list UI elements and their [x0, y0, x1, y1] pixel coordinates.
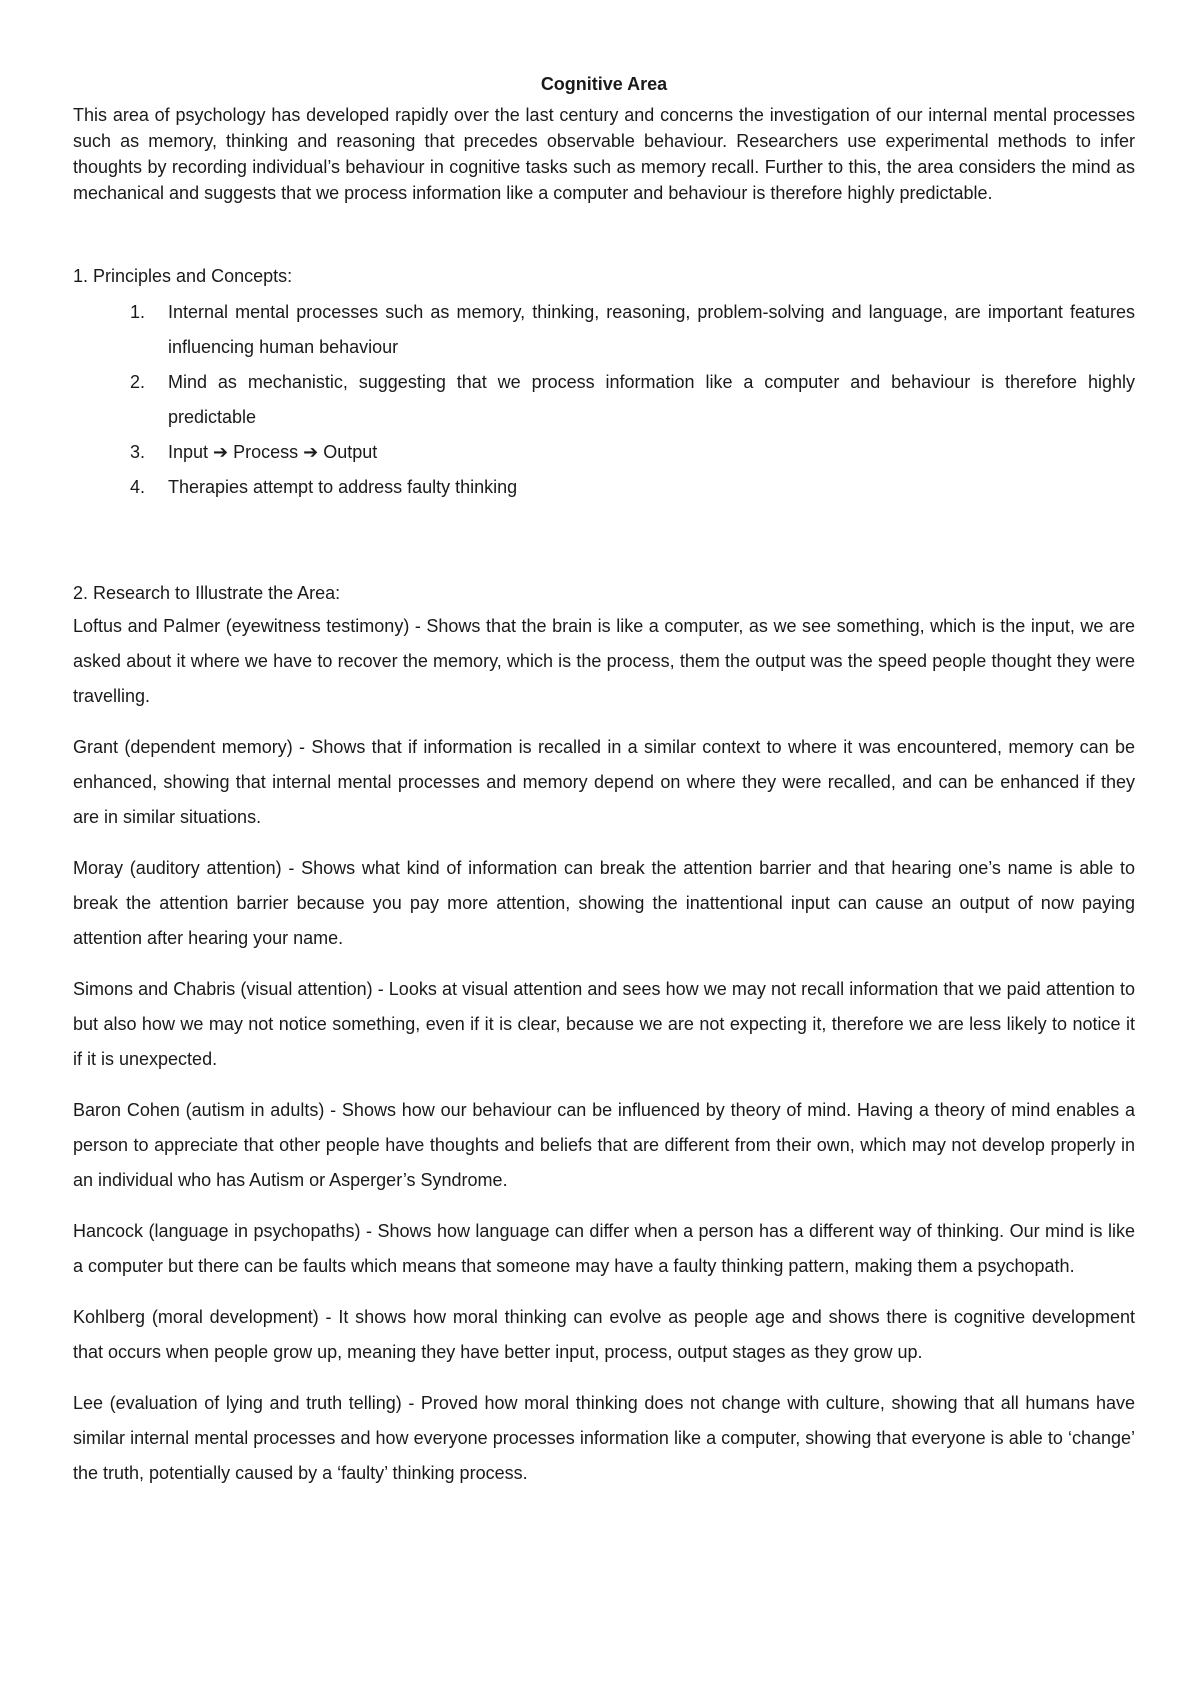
list-item-text: Input ➔ Process ➔ Output — [168, 442, 378, 462]
research-paragraph-hancock: Hancock (language in psychopaths) - Shows how language can differ when a person has a different way of thinking. Our mind is like a computer but there can be faults which means that someone may have a faulty thinking pattern, making them a psychopath. — [73, 1221, 1135, 1276]
intro-paragraph: This area of psychology has developed rapidly over the last century and concerns the investigation of our internal mental processes such as memory, thinking and reasoning that precedes observable behaviour. Researchers use experimental methods to infer thoughts by recording individual’s behaviour in cognitive tasks such as memory recall. Further to this, the area considers the mind as mechanical and suggests that we process information like a computer and behaviour is therefore highly predictable. — [73, 105, 1135, 203]
list-item-number: 3. — [130, 442, 146, 462]
research-paragraph-moray: Moray (auditory attention) - Shows what kind of information can break the attention barrier and that hearing one’s name is able to break the attention barrier because you pay more attention, showing the inattentional input can cause an output of now paying attention after hearing your name. — [73, 858, 1135, 948]
list-item — [73, 295, 1135, 365]
document-page — [73, 68, 1135, 1507]
research-paragraph-simons-chabris: Simons and Chabris (visual attention) - Looks at visual attention and sees how we may not recall information that we paid attention to but also how we may not notice something, even if it is clear, because we are not expecting it, therefore we are less likely to notice it if it is unexpected. — [73, 979, 1135, 1069]
research-paragraph-kohlberg: Kohlberg (moral development) - It shows how moral thinking can evolve as people age and shows there is cognitive development that occurs when people grow up, meaning they have better input, process, output stages as they grow up. — [73, 1307, 1135, 1362]
list-item-number: 4. — [130, 477, 146, 497]
research-paragraph-loftus-palmer: Loftus and Palmer (eyewitness testimony) - Shows that the brain is like a computer, as we see something, which is the input, we are asked about it where we have to recover the memory, which is the process, them the output was the speed people thought they were travelling. — [73, 616, 1135, 706]
list-item-text: Therapies attempt to address faulty thinking — [168, 477, 518, 497]
page-title: Cognitive Area — [540, 74, 668, 94]
list-item-text: Mind as mechanistic, suggesting that we process information like a computer and behaviour is therefore highly predictable — [168, 372, 1135, 427]
list-item-text: Internal mental processes such as memory, thinking, reasoning, problem-solving and language, are important features influencing human behaviour — [168, 302, 1135, 357]
list-item — [73, 435, 1135, 470]
section-heading-principles: 1. Principles and Concepts: — [73, 266, 293, 286]
principles-list — [73, 295, 1135, 505]
research-paragraph-grant: Grant (dependent memory) - Shows that if information is recalled in a similar context to where it was encountered, memory can be enhanced, showing that internal mental processes and memory depend on where they were recalled, and can be enhanced if they are in similar situations. — [73, 737, 1135, 827]
list-item — [73, 470, 1135, 505]
list-item-number: 2. — [130, 372, 146, 392]
list-item — [73, 365, 1135, 435]
section-heading-research: 2. Research to Illustrate the Area: — [73, 583, 341, 603]
research-paragraph-baron-cohen: Baron Cohen (autism in adults) - Shows how our behaviour can be influenced by theory of mind. Having a theory of mind enables a person to appreciate that other people have thoughts and beliefs that are different from their own, which may not develop properly in an individual who has Autism or Asperger’s Syndrome. — [73, 1100, 1135, 1190]
list-item-number: 1. — [130, 302, 146, 322]
research-paragraph-lee: Lee (evaluation of lying and truth telling) - Proved how moral thinking does not change with culture, showing that all humans have similar internal mental processes and how everyone processes information like a computer, showing that everyone is able to ‘change’ the truth, potentially caused by a ‘faulty’ thinking process. — [73, 1393, 1135, 1483]
